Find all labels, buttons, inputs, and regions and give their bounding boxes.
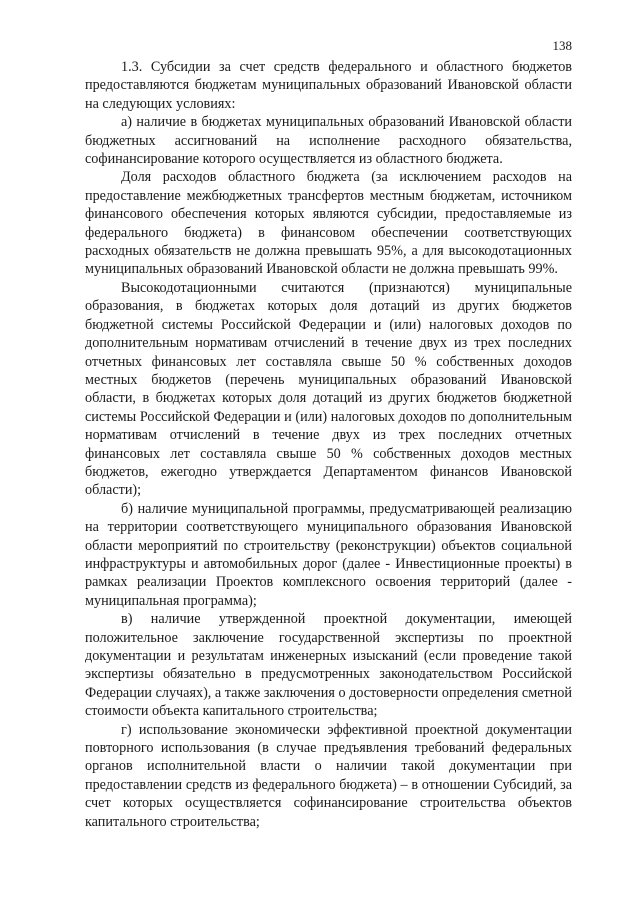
paragraph-high-subsidy-definition: Высокодотационными считаются (признаются) муниципальные образования, в бюджетах которых доля дотаций из других бюджетов бюджетной системы Российской Федерации и (или) налоговых доходов по дополнительным нормативам отчислений в течение двух из трех последних отчетных финансовых лет составляла свыше 50 % собственных доходов местных бюджетов (перечень муниципальных образований Ивановской области, в бюджетах которых доля дотаций из других бюджетов бюджетной системы Российской Федерации и (или) налоговых доходов по дополнительным нормативам отчислений в течение двух из трех последних отчетных финансовых лет составляла свыше 50 % собственных доходов местных бюджетов, ежегодно утверждается Департаментом финансов Ивановской области);	[85, 279, 572, 499]
document-body	[85, 58, 572, 831]
paragraph-budget-share: Доля расходов областного бюджета (за исключением расходов на предоставление межбюджетных трансфертов местным бюджетам, источником финансового обеспечения которых являются субсидии, предоставляемые из федерального бюджета) в финансовом обеспечении соответствующих расходных обязательств не должна превышать 95%, а для высокодотационных муниципальных образований Ивановской области не должна превышать 99%.	[85, 169, 572, 278]
page-number: 138	[552, 38, 572, 53]
paragraph-condition-b: б) наличие муниципальной программы, предусматривающей реализацию на территории соответствующего муниципального образования Ивановской области мероприятий по строительству (реконструкции) объектов социальной инфраструктуры и автомобильных дорог (далее - Инвестиционные проекты) в рамках реализации Проектов комплексного освоения территорий (далее - муниципальная программа);	[85, 500, 572, 609]
paragraph-1-3-subsidy-conditions: 1.3. Субсидии за счет средств федерального и областного бюджетов предоставляются бюджетам муниципальных образований Ивановской области на следующих условиях:	[85, 59, 572, 112]
paragraph-condition-v: в) наличие утвержденной проектной документации, имеющей положительное заключение государственной экспертизы по проектной документации и результатам инженерных изысканий (если проведение такой экспертизы обязательно в предусмотренных законодательством Российской Федерации случаях), а также заключения о достоверности определения сметной стоимости объекта капитального строительства;	[85, 611, 572, 720]
paragraph-condition-a: а) наличие в бюджетах муниципальных образований Ивановской области бюджетных ассигнований на исполнение расходного обязательства, софинансирование которого осуществляется из областного бюджета.	[85, 114, 572, 168]
paragraph-condition-g: г) использование экономически эффективной проектной документации повторного использования (в случае предъявления требований федеральных органов исполнительной власти о наличии такой документации при предоставлении средств из федерального бюджета) – в отношении Субсидий, за счет которых осуществляется софинансирование строительства объектов капитального строительства;	[85, 721, 572, 830]
